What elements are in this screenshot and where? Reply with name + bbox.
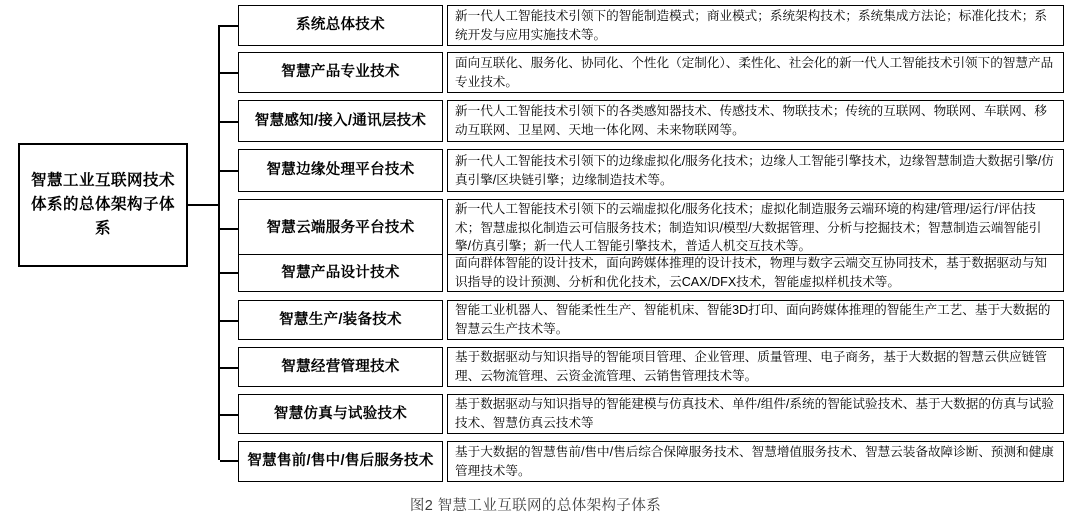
description-box — [447, 199, 1064, 257]
topic-box — [238, 199, 443, 257]
topic-label: 智慧感知/接入/通讯层技术 — [254, 112, 427, 129]
branch-line-2 — [220, 72, 238, 74]
topic-box — [238, 149, 443, 192]
topic-box — [238, 254, 443, 292]
root-connector-line — [188, 204, 218, 206]
description-text: 面向群体智能的设计技术，面向跨媒体推理的设计技术，物理与数字云端交互协同技术，基于数据驱动与知识指导的设计预测、分析和优化技术，云CAX/DFX技术，智能虚拟样机技术等。 — [455, 256, 1047, 289]
description-box — [447, 347, 1064, 387]
topic-box — [238, 347, 443, 387]
topic-box — [238, 441, 443, 482]
topic-box — [238, 394, 443, 434]
branch-line-3 — [220, 121, 238, 123]
topic-label: 智慧经营管理技术 — [281, 358, 400, 375]
branch-line-5 — [220, 228, 238, 230]
description-text: 基于数据驱动与知识指导的智能项目管理、企业管理、质量管理、电子商务，基于大数据的智慧云供应链管理、云物流管理、云资金流管理、云销售管理技术等。 — [455, 350, 1047, 383]
topic-label: 智慧仿真与试验技术 — [273, 405, 408, 422]
branch-line-10 — [220, 460, 238, 462]
description-text: 新一代人工智能技术引领下的边缘虚拟化/服务化技术；边缘人工智能引擎技术，边缘智慧制造大数据引擎/仿真引擎/区块链引擎；边缘制造技术等。 — [455, 153, 1054, 187]
topic-label: 智慧生产/装备技术 — [279, 311, 402, 328]
table-row — [238, 300, 1064, 340]
description-text: 基于大数据的智慧售前/售中/售后综合保障服务技术、智慧增值服务技术、智慧云装备故障诊断、预测和健康管理技术等。 — [455, 444, 1054, 478]
description-box — [447, 149, 1064, 192]
topic-label: 智慧产品设计技术 — [281, 264, 400, 281]
topic-box — [238, 52, 443, 93]
topic-label: 智慧云端服务平台技术 — [266, 219, 415, 236]
description-box — [447, 100, 1064, 142]
topic-label: 智慧售前/售中/售后服务技术 — [247, 453, 434, 470]
description-box — [447, 441, 1064, 482]
description-box — [447, 5, 1064, 46]
root-node — [18, 143, 188, 267]
description-text: 新一代人工智能技术引领下的各类感知器技术、传感技术、物联技术；传统的互联网、物联网、车联网、移动互联网、卫星网、天地一体化网、未来物联网等。 — [455, 104, 1047, 137]
description-text: 智能工业机器人、智能柔性生产、智能机床、智能3D打印、面向跨媒体推理的智能生产工艺、基于大数据的智慧云生产技术等。 — [455, 303, 1051, 336]
topic-label: 系统总体技术 — [296, 17, 385, 34]
description-text: 新一代人工智能技术引领下的智能制造模式；商业模式；系统架构技术；系统集成方法论；标准化技术；系统开发与应用实施技术等。 — [455, 8, 1047, 42]
table-row — [238, 347, 1064, 387]
table-row — [238, 441, 1064, 482]
table-row — [238, 5, 1064, 46]
branch-line-9 — [220, 414, 238, 416]
root-node-label: 智慧工业互联网技术体系的总体架构子体系 — [30, 171, 175, 237]
description-text: 基于数据驱动与知识指导的智能建模与仿真技术、单件/组件/系统的智能试验技术、基于大数据的仿真与试验技术、智慧仿真云技术等 — [455, 397, 1054, 430]
table-row — [238, 394, 1064, 434]
table-row — [238, 100, 1064, 142]
description-text: 新一代人工智能技术引领下的云端虚拟化/服务化技术；虚拟化制造服务云端环境的构建/管理/运行/评估技术；智慧虚拟化制造云可信服务技术；制造知识/模型/大数据管理、分析与挖掘技术；智慧制造云端智能引擎/仿真引擎；新一代人工智能引擎技术，普适人机交互技术等。 — [455, 202, 1042, 254]
table-row — [238, 149, 1064, 192]
description-box — [447, 394, 1064, 434]
description-box — [447, 254, 1064, 292]
branch-line-1 — [220, 25, 238, 27]
description-box — [447, 300, 1064, 340]
table-row — [238, 254, 1064, 292]
table-row — [238, 52, 1064, 93]
table-row — [238, 199, 1064, 257]
vertical-trunk-line — [218, 25, 220, 460]
description-box — [447, 52, 1064, 93]
topic-box — [238, 100, 443, 142]
description-text: 面向互联化、服务化、协同化、个性化（定制化）、柔性化、社会化的新一代人工智能技术引领下的智慧产品专业技术。 — [455, 55, 1054, 89]
branch-line-7 — [220, 320, 238, 322]
topic-box — [238, 5, 443, 46]
branch-line-6 — [220, 272, 238, 274]
figure-caption: 图2 智慧工业互联网的总体架构子体系 — [409, 498, 662, 514]
topic-box — [238, 300, 443, 340]
branch-line-4 — [220, 170, 238, 172]
topic-label: 智慧边缘处理平台技术 — [266, 162, 415, 179]
topic-label: 智慧产品专业技术 — [281, 64, 400, 81]
branch-line-8 — [220, 367, 238, 369]
